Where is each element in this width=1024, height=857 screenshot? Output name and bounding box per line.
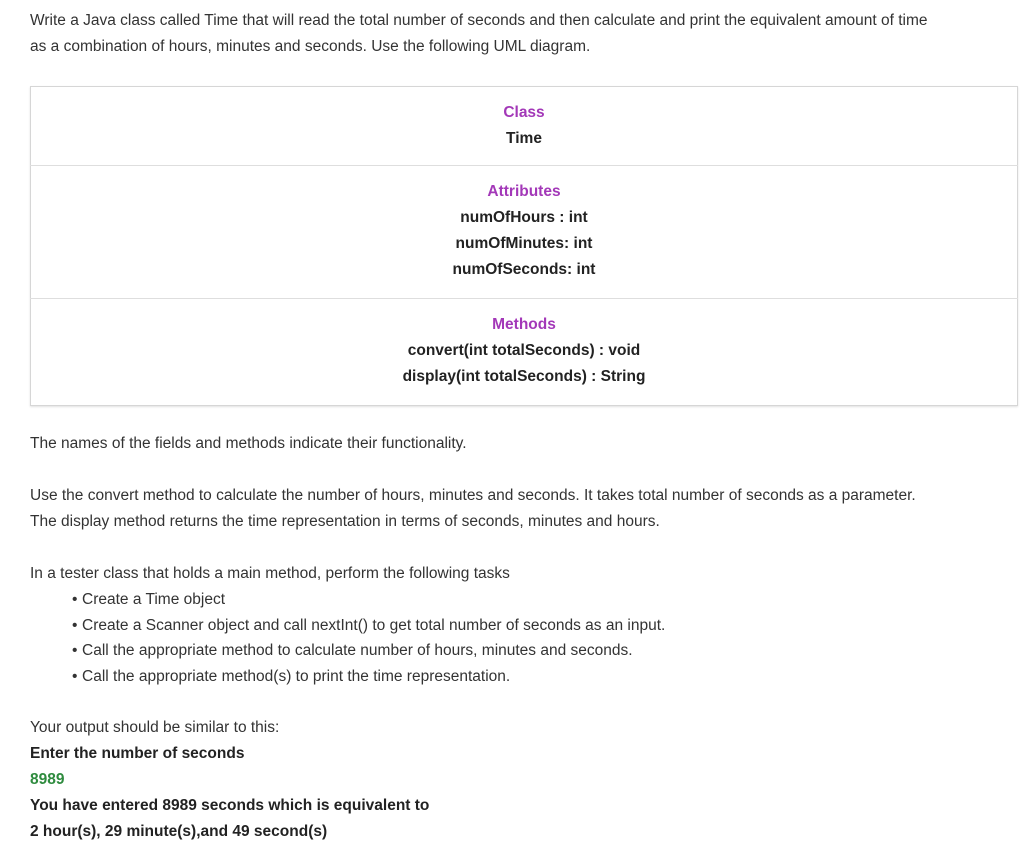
list-item: [30, 664, 1020, 690]
uml-class-row: [31, 87, 1018, 166]
intro-line-2: as a combination of hours, minutes and seconds. Use the following UML diagram.: [30, 38, 591, 55]
intro-line-1: Write a Java class called Time that will read the total number of seconds and then calculate and print the equivalent amount of time: [30, 12, 928, 29]
task-text: Call the appropriate method(s) to print the time representation.: [82, 667, 511, 685]
list-item: [30, 638, 1020, 664]
uml-attributes-row: [31, 166, 1018, 299]
output-intro: Your output should be similar to this:: [30, 719, 280, 736]
task-text: Create a Scanner object and call nextInt() to get total number of seconds as an input.: [82, 616, 666, 634]
uml-class-cell: [31, 87, 1018, 166]
assignment-content: [30, 8, 1020, 845]
bullet-icon: •: [72, 667, 78, 685]
task-text: Create a Time object: [82, 591, 226, 608]
bullet-icon: •: [72, 616, 78, 634]
tester-task-list: [30, 587, 1020, 689]
uml-attributes-cell: [31, 166, 1018, 299]
uml-methods-cell: [31, 299, 1018, 406]
bullet-icon: •: [72, 642, 78, 659]
output-result-line-2: 2 hour(s), 29 minute(s),and 49 second(s): [30, 823, 328, 840]
output-prompt: Enter the number of seconds: [30, 745, 245, 762]
uml-methods-row: [31, 299, 1018, 406]
uml-class-name: Time: [506, 130, 542, 147]
uml-attributes-heading: Attributes: [487, 183, 561, 200]
uml-attribute: numOfSeconds: int: [452, 261, 596, 278]
uml-method: display(int totalSeconds) : String: [402, 368, 646, 385]
uml-methods-heading: Methods: [492, 316, 556, 333]
uml-diagram-table: [30, 86, 1018, 406]
uml-class-heading: Class: [503, 104, 545, 121]
task-text: Call the appropriate method to calculate number of hours, minutes and seconds.: [82, 642, 633, 659]
list-item: [30, 587, 1020, 613]
uml-method: convert(int totalSeconds) : void: [407, 342, 641, 359]
convert-description-line-2: The display method returns the time representation in terms of seconds, minutes and hours.: [30, 513, 660, 530]
output-input-value: 8989: [30, 771, 65, 788]
names-note: The names of the fields and methods indicate their functionality.: [30, 435, 467, 452]
convert-description-line-1: Use the convert method to calculate the number of hours, minutes and seconds. It takes total number of seconds as a parameter.: [30, 487, 916, 504]
output-result-line-1: You have entered 8989 seconds which is equivalent to: [30, 797, 430, 814]
uml-attribute: numOfMinutes: int: [455, 235, 593, 252]
list-item: [30, 613, 1020, 639]
bullet-icon: •: [72, 591, 78, 608]
uml-attribute: numOfHours : int: [460, 209, 588, 226]
tester-intro: In a tester class that holds a main method, perform the following tasks: [30, 565, 510, 582]
